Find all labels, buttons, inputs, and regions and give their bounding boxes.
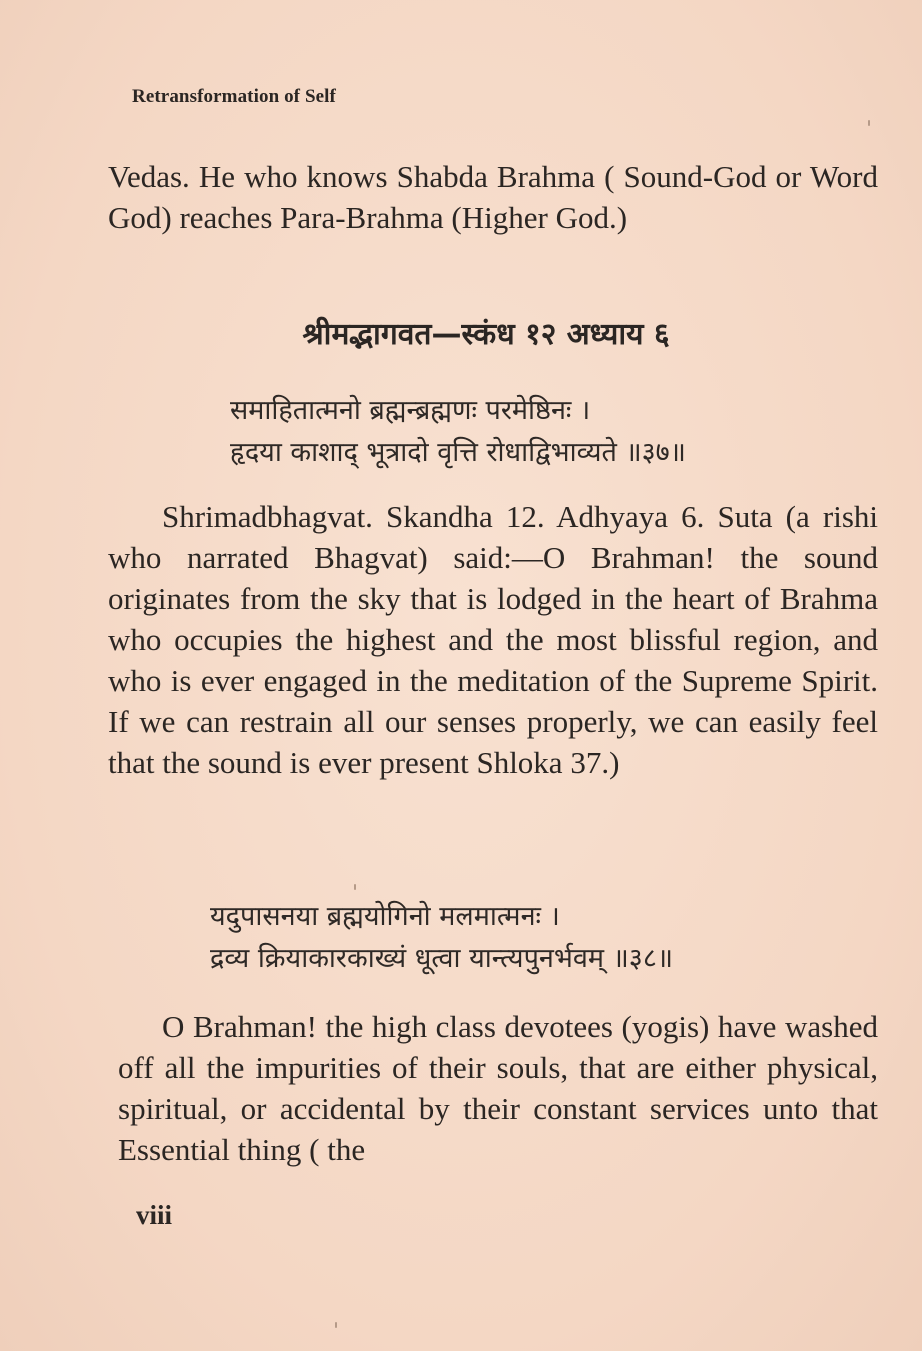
paragraph-translation-38: O Brahman! the high class devotees (yogis) have washed off all the impurities of their souls, that are either physical, spiritual, or accidental by their constant services unto that Essential thing ( the xyxy=(118,1009,878,1167)
verse-line: समाहितात्मनो ब्रह्मन्ब्रह्मणः परमेष्ठिनः । xyxy=(230,395,591,426)
paragraph-intro: Vedas. He who knows Shabda Brahma ( Sound-God or Word God) reaches Para-Brahma (Higher God.) xyxy=(108,159,878,235)
paper-speck xyxy=(354,884,356,890)
paragraph-translation-37: Shrimadbhagvat. Skandha 12. Adhyaya 6. Suta (a rishi who narrated Bhagvat) said:—O Brahman! the sound originates from the sky that is lodged in the heart of Brahma who occupies the highest and the most blissful region, and who is ever engaged in the meditation of the Supreme Spirit. If we can restrain all our senses properly, we can easily feel that the sound is ever present Shloka 37.) xyxy=(108,499,878,780)
verse-line: द्रव्य क्रियाकारकाख्यं धूत्वा यान्त्यपुनर्भवम् ॥३८॥ xyxy=(210,943,674,974)
paper-speck xyxy=(868,120,870,126)
sanskrit-verse-37 xyxy=(230,390,686,474)
paper-speck xyxy=(335,1322,337,1328)
verse-line: यदुपासनया ब्रह्मयोगिनो मलमात्मनः । xyxy=(210,901,560,932)
page-number: viii xyxy=(136,1200,173,1230)
sanskrit-heading: श्रीमद्भागवत—स्कंध १२ अध्याय ६ xyxy=(302,317,670,352)
verse-line: हृदया काशाद् भूत्रादो वृत्ति रोधाद्विभाव्यते ॥३७॥ xyxy=(230,437,686,468)
running-head: Retransformation of Self xyxy=(132,86,336,107)
sanskrit-verse-38 xyxy=(210,896,673,980)
